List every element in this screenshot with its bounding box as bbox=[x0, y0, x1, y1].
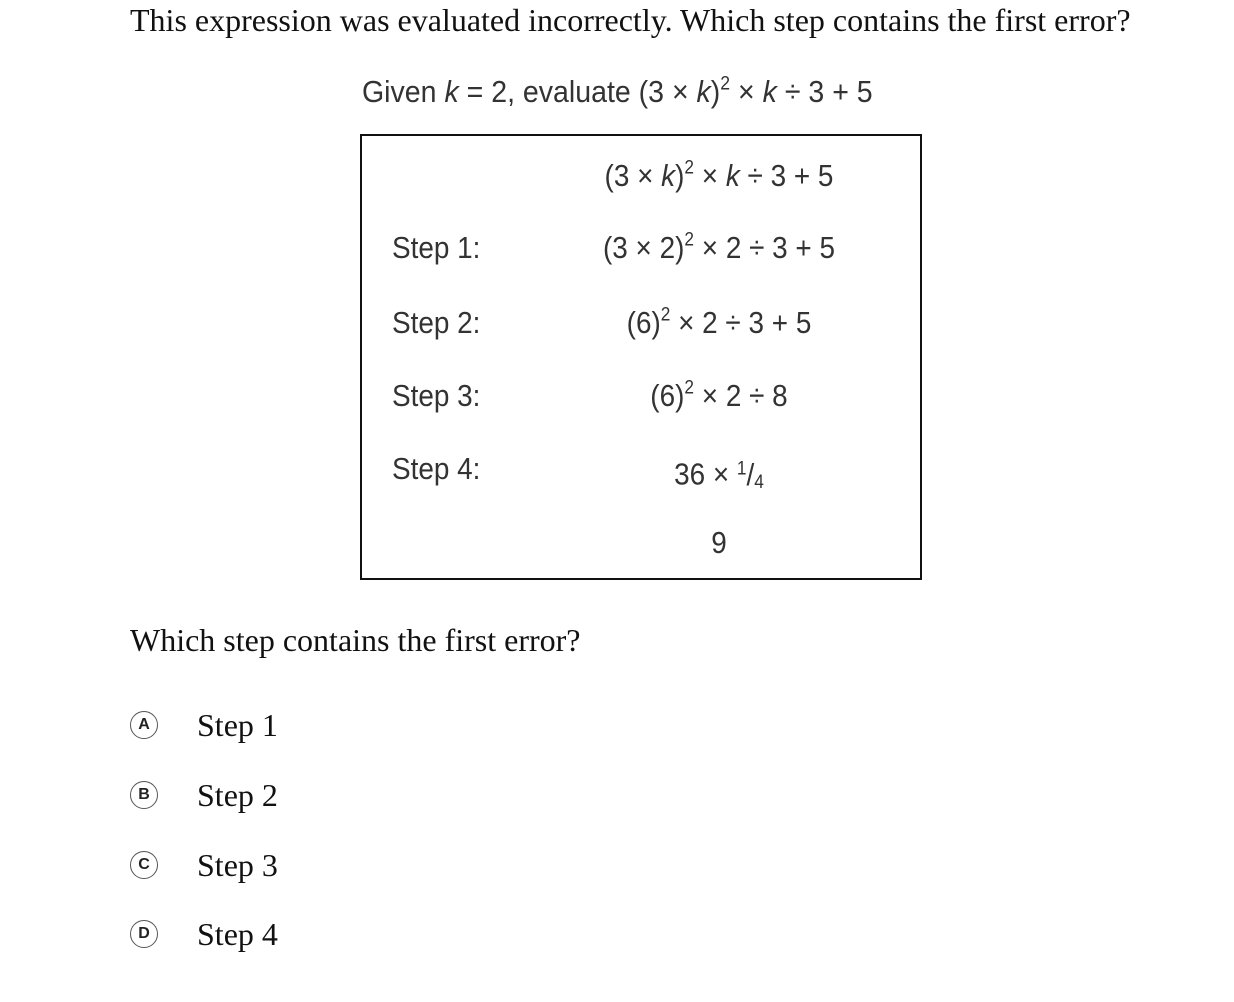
step-expression-base: (6) bbox=[650, 378, 685, 413]
given-variable-2: k bbox=[762, 74, 777, 109]
fraction-denominator: 4 bbox=[754, 471, 764, 493]
choice-bubble[interactable]: C bbox=[130, 851, 158, 879]
given-variable-inner: k bbox=[696, 74, 711, 109]
step-label: Step 1: bbox=[392, 230, 481, 265]
choice-bubble[interactable]: D bbox=[130, 920, 158, 948]
result-value: 9 bbox=[711, 525, 727, 560]
given-tail: ÷ 3 + 5 bbox=[776, 74, 873, 109]
step-expression bbox=[551, 228, 888, 268]
choice-d[interactable] bbox=[130, 914, 530, 954]
original-part-2: ) bbox=[675, 158, 685, 193]
given-expression bbox=[362, 72, 877, 112]
step-row-4 bbox=[362, 449, 920, 493]
fraction-slash: / bbox=[746, 456, 755, 492]
step-label: Step 4: bbox=[392, 451, 481, 486]
choice-label[interactable]: Step 2 bbox=[197, 777, 278, 813]
original-expression bbox=[551, 156, 888, 196]
step-row-3 bbox=[362, 376, 920, 416]
choice-a[interactable] bbox=[130, 705, 530, 745]
given-equals: = 2, evaluate (3 × bbox=[458, 74, 697, 109]
choice-b[interactable] bbox=[130, 775, 530, 815]
step-row-1 bbox=[362, 228, 920, 268]
choice-bubble[interactable]: B bbox=[130, 781, 158, 809]
original-variable-2: k bbox=[725, 158, 740, 193]
step-expression-base: (6) bbox=[626, 305, 661, 340]
step-expression-exponent: 2 bbox=[660, 304, 671, 326]
step-expression-exponent: 2 bbox=[684, 377, 695, 399]
given-prefix: Given bbox=[362, 74, 445, 109]
choice-label[interactable]: Step 3 bbox=[197, 847, 278, 883]
step-expression bbox=[551, 376, 888, 416]
step-expression bbox=[551, 449, 888, 502]
question-text: This expression was evaluated incorrectly. Which step contains the first error? bbox=[130, 2, 1131, 38]
step-expression-base: 36 × bbox=[674, 456, 737, 492]
original-part-1: (3 × bbox=[604, 158, 662, 193]
step-expression-rest: × 2 ÷ 3 + 5 bbox=[670, 305, 812, 340]
fraction-numerator: 1 bbox=[736, 458, 747, 479]
original-part-4: ÷ 3 + 5 bbox=[739, 158, 834, 193]
choice-label[interactable]: Step 4 bbox=[197, 916, 278, 952]
fraction bbox=[737, 457, 764, 492]
given-exponent: 2 bbox=[720, 73, 731, 95]
step-expression-rest: × 2 ÷ 8 bbox=[694, 378, 788, 413]
step-label: Step 2: bbox=[392, 305, 481, 340]
prompt-text: Which step contains the first error? bbox=[130, 622, 581, 658]
step-row-original bbox=[362, 156, 920, 196]
original-exponent: 2 bbox=[684, 157, 695, 179]
original-part-3: × bbox=[694, 158, 726, 193]
given-middle: × bbox=[730, 74, 763, 109]
original-variable-1: k bbox=[661, 158, 676, 193]
step-expression-rest: × 2 ÷ 3 + 5 bbox=[694, 230, 836, 265]
step-expression-base: (3 × 2) bbox=[602, 230, 685, 265]
given-variable: k bbox=[444, 74, 459, 109]
choice-c[interactable] bbox=[130, 845, 530, 885]
step-expression bbox=[551, 303, 888, 343]
choice-bubble[interactable]: A bbox=[130, 711, 158, 739]
step-row-2 bbox=[362, 303, 920, 343]
given-close-paren: ) bbox=[710, 74, 721, 109]
step-expression-exponent: 2 bbox=[684, 229, 695, 251]
steps-table bbox=[360, 134, 922, 580]
step-row-result bbox=[362, 523, 920, 563]
choice-label[interactable]: Step 1 bbox=[197, 707, 278, 743]
step-label: Step 3: bbox=[392, 378, 481, 413]
